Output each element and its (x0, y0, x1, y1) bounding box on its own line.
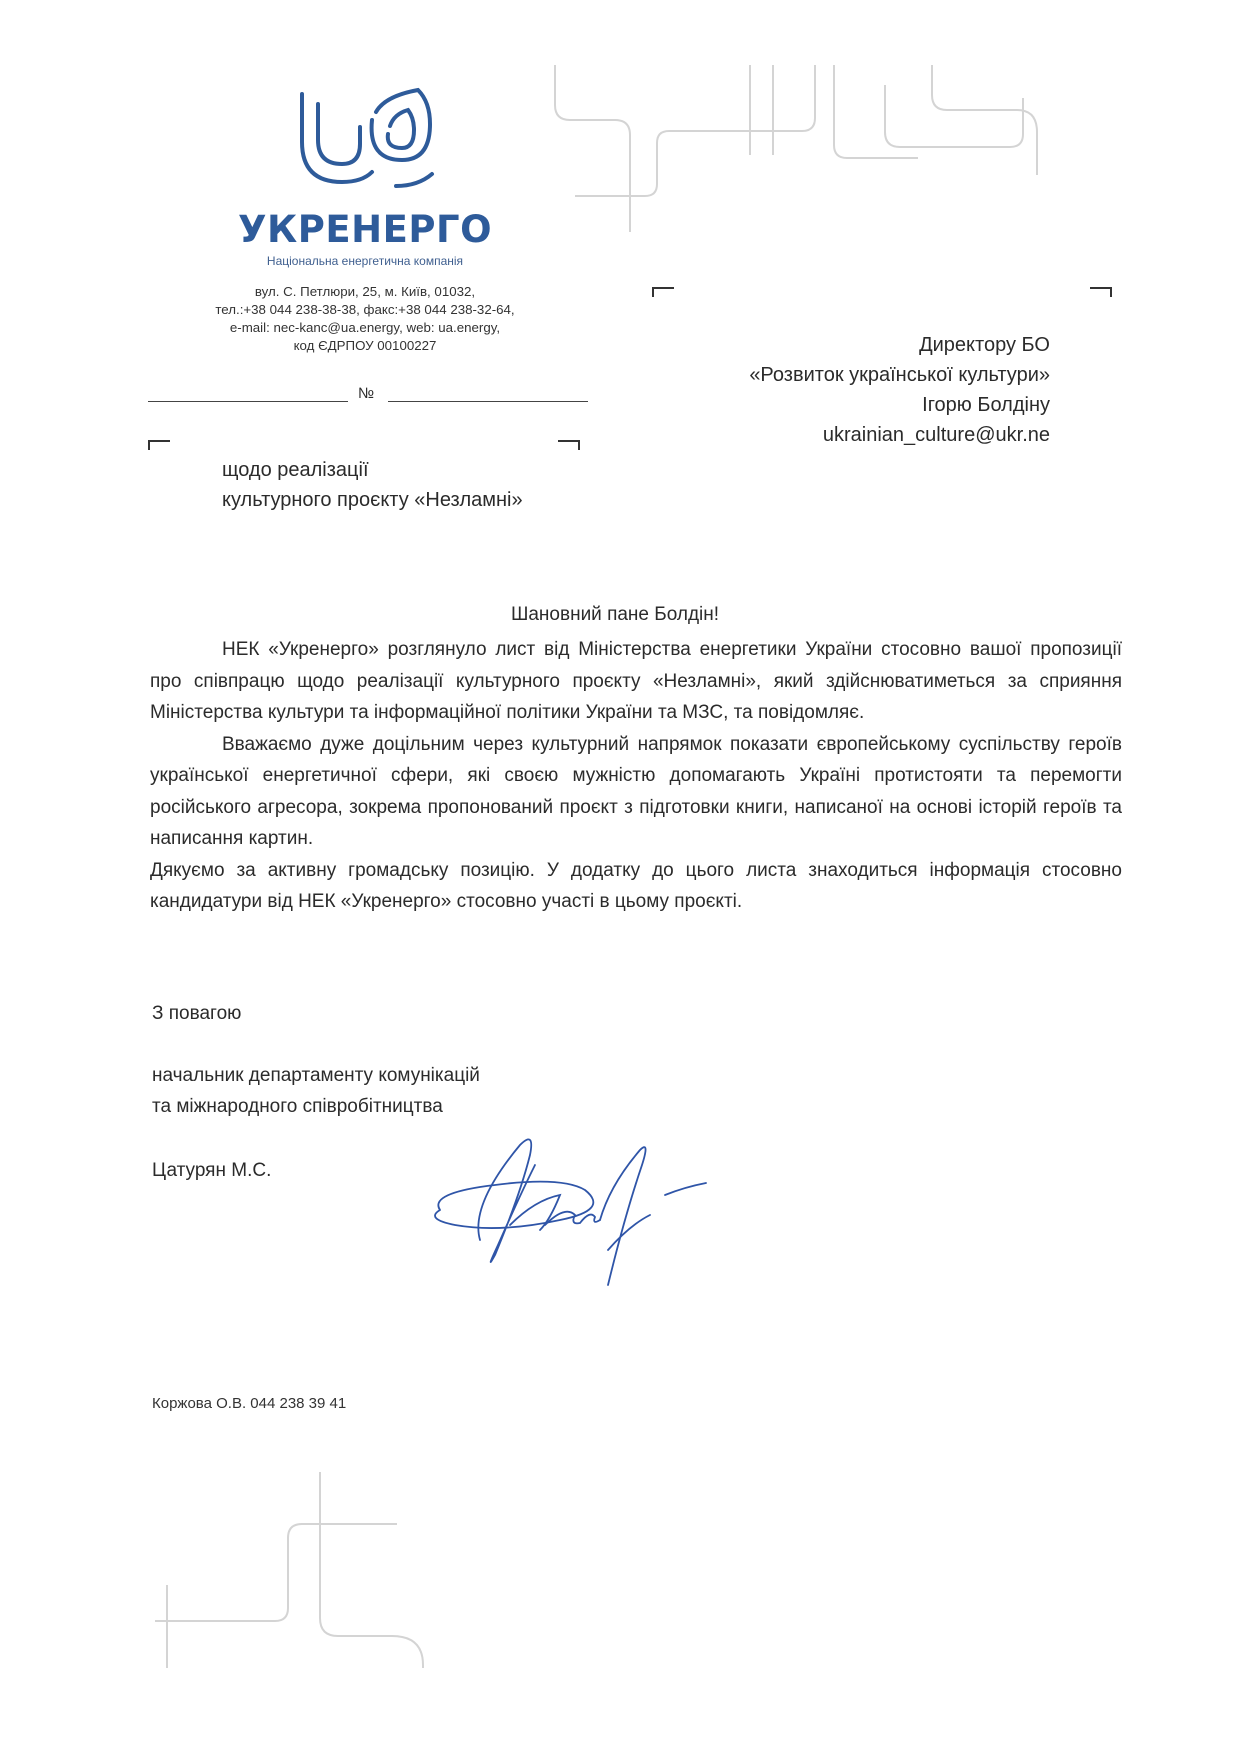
corner-bracket-icon (148, 440, 170, 450)
corner-bracket-icon (1090, 287, 1112, 297)
decorative-lines-top (540, 50, 1140, 250)
salutation: Шановний пане Болдін! (510, 604, 720, 625)
letter-subject (222, 455, 523, 515)
brand-subtitle: Національна енергетична компанія (266, 254, 464, 268)
email-web-line: e-mail: nec-kanc@ua.energy, web: ua.energy, (229, 320, 501, 335)
address-line: вул. С. Петлюри, 25, м. Київ, 01032, (254, 284, 476, 299)
decorative-lines-bottom (140, 1460, 480, 1680)
number-sign: № (358, 385, 375, 402)
recipient-name: Ігорю Болдіну (922, 394, 1050, 416)
closing-phrase: З повагою (152, 1003, 242, 1024)
letter-body (150, 634, 1122, 918)
registration-number-field (148, 385, 588, 407)
letterhead-address (180, 283, 550, 355)
signatory-position (152, 1060, 480, 1122)
subject-line: щодо реалізації (222, 459, 369, 481)
corner-bracket-icon (652, 287, 674, 297)
recipient-title: Директору БО (919, 334, 1050, 356)
body-paragraph: Дякуємо за активну громадську позицію. У додатку до цього листа знаходиться інформація стосовно кандидатури від НЕК «Укренерго» стосовно участі в цьому проєкті. (150, 859, 1122, 912)
body-paragraph: Вважаємо дуже доцільним через культурний напрямок показати європейському суспільству героїв української енергетичної сфери, які своєю мужністю допомагають Україні протистояти та перемогти російського агресора, зокрема пропонований проєкт з підготовки книги, написаної на основі історій героїв та написання картин. (150, 733, 1122, 849)
recipient-organization: «Розвиток української культури» (749, 364, 1050, 386)
ukrenergo-logo-icon (290, 82, 440, 192)
brand-name: УКРЕНЕРГО (237, 208, 493, 251)
handwritten-signature-icon (410, 1125, 770, 1300)
number-blank-line (388, 401, 588, 402)
recipient-email: ukrainian_culture@ukr.ne (822, 424, 1050, 446)
recipient-block (680, 330, 1050, 450)
edrpou-code-line: код ЄДРПОУ 00100227 (293, 338, 437, 353)
corner-bracket-icon (558, 440, 580, 450)
date-blank-line (148, 401, 348, 402)
executor-contact: Коржова О.В. 044 238 39 41 (152, 1395, 347, 1412)
position-line: та міжнародного співробітництва (152, 1096, 443, 1117)
body-paragraph: НЕК «Укренерго» розглянуло лист від Міністерства енергетики України стосовно вашої пропозиції про співпрацю щодо реалізації культурного проєкту «Незламні», який здійснюватиметься за сприяння Міністерства культури та інформаційної політики України та МЗС, та повідомляє. (150, 639, 1122, 723)
subject-line: культурного проєкту «Незламні» (222, 489, 523, 511)
position-line: начальник департаменту комунікацій (152, 1065, 480, 1086)
phone-fax-line: тел.:+38 044 238-38-38, факс:+38 044 238-32-64, (215, 302, 515, 317)
signatory-name: Цатурян М.С. (152, 1160, 272, 1181)
